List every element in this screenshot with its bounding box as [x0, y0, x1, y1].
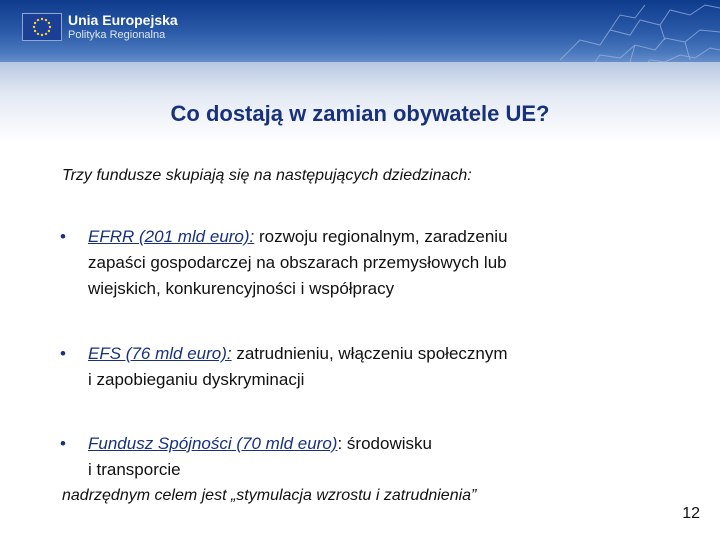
flag-star-icon	[37, 19, 39, 21]
flag-star-icon	[37, 33, 39, 35]
page-number: 12	[682, 505, 700, 522]
bullet-line: rozwoju regionalnym, zaradzeniu	[254, 227, 508, 246]
flag-star-icon	[48, 30, 50, 32]
bullet-symbol: •	[60, 434, 66, 453]
flag-star-icon	[41, 34, 43, 36]
bullet-line: zapaści gospodarczej na obszarach przemysłowych lub	[88, 253, 507, 272]
bullet-line: zatrudnieniu, włączeniu społecznym	[231, 344, 508, 363]
flag-star-icon	[34, 30, 36, 32]
header-banner	[0, 0, 720, 70]
logo-subtitle: Polityka Regionalna	[68, 29, 166, 41]
bullet-label: Fundusz Spójności (70 mld euro)	[88, 434, 338, 453]
eu-flag-icon	[22, 13, 62, 41]
intro-text: Trzy fundusze skupiają się na następujących dziedzinach:	[62, 167, 472, 184]
flag-star-icon	[45, 19, 47, 21]
flag-star-icon	[34, 22, 36, 24]
bullet-label: EFS (76 mld euro):	[88, 344, 232, 363]
bullet-line: i zapobieganiu dyskryminacji	[88, 370, 305, 389]
flag-star-icon	[49, 26, 51, 28]
footer-note: nadrzędnym celem jest „stymulacja wzrostu i zatrudnienia”	[62, 487, 477, 504]
bullet-symbol: •	[60, 344, 66, 363]
flag-star-icon	[41, 18, 43, 20]
europe-map-icon	[460, 0, 720, 70]
flag-star-icon	[48, 22, 50, 24]
bullet-label: EFRR (201 mld euro):	[88, 227, 255, 246]
bullet-fundusz-spojnosci	[60, 431, 432, 483]
logo-title: Unia Europejska	[68, 12, 178, 28]
flag-star-icon	[45, 33, 47, 35]
bullet-symbol: •	[60, 227, 66, 246]
slide-title: Co dostają w zamian obywatele UE?	[170, 101, 550, 126]
flag-star-icon	[33, 26, 35, 28]
bullet-line: i transporcie	[88, 460, 181, 479]
bullet-efs	[60, 341, 508, 393]
bullet-line: wiejskich, konkurencyjności i współpracy	[88, 279, 395, 298]
bullet-efrr	[60, 224, 508, 302]
bullet-line: : środowisku	[337, 434, 432, 453]
